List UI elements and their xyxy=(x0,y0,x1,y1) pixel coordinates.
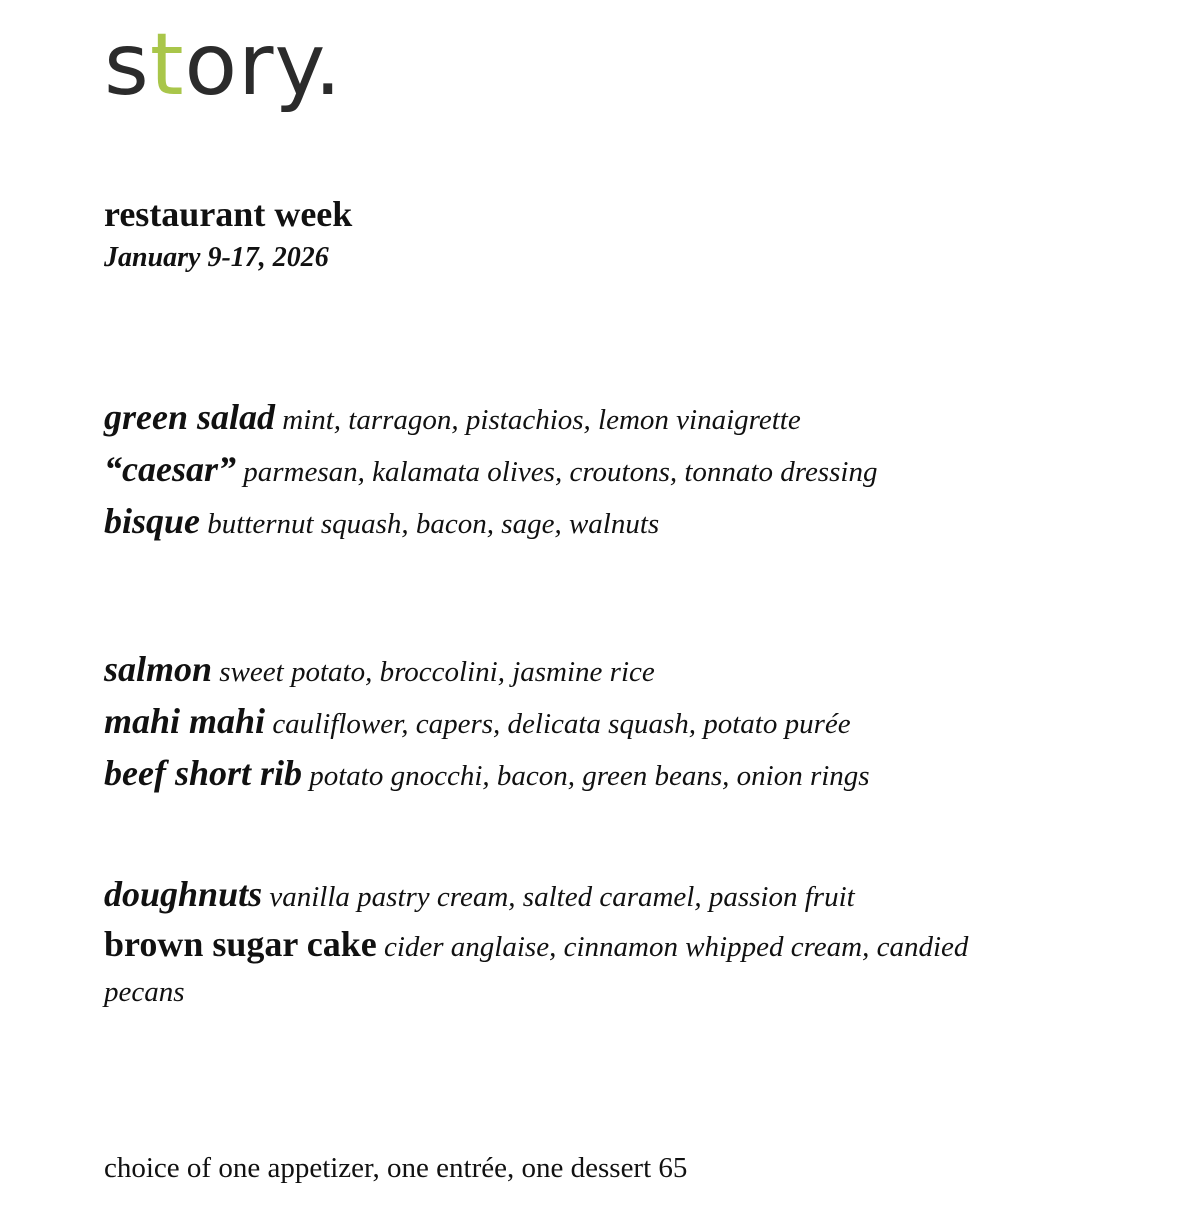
dish-name: bisque xyxy=(104,501,201,541)
menu-item xyxy=(104,645,1054,697)
entrees-section xyxy=(104,645,1054,801)
menu-item xyxy=(104,393,1054,445)
story-logo xyxy=(104,15,343,115)
dish-description: vanilla pastry cream, salted caramel, passion fruit xyxy=(269,881,855,913)
dish-description: butternut squash, bacon, sage, walnuts xyxy=(207,508,660,540)
dish-description: parmesan, kalamata olives, croutons, tonnato dressing xyxy=(243,456,878,488)
menu-item xyxy=(104,749,1054,801)
dish-name: brown sugar cake xyxy=(104,924,377,964)
menu-header xyxy=(104,194,352,275)
menu-item xyxy=(104,445,1054,497)
appetizers-section xyxy=(104,393,1054,549)
desserts-section xyxy=(104,870,1054,1015)
dish-name: beef short rib xyxy=(104,753,302,793)
menu-title: restaurant week xyxy=(104,194,353,234)
dish-description: potato gnocchi, bacon, green beans, onion rings xyxy=(309,760,870,792)
logo-suffix: ory. xyxy=(184,15,343,115)
logo-prefix: s xyxy=(104,15,150,115)
menu-item xyxy=(104,870,1054,922)
dish-description: sweet potato, broccolini, jasmine rice xyxy=(219,656,655,688)
dish-name: salmon xyxy=(104,649,213,689)
dish-description: cider anglaise, cinnamon whipped cream, candied pecans xyxy=(104,931,969,1008)
dish-description: mint, tarragon, pistachios, lemon vinaigrette xyxy=(282,404,801,436)
logo-accent-letter: t xyxy=(149,15,185,115)
dish-name: doughnuts xyxy=(104,874,263,914)
menu-dates: January 9-17, 2026 xyxy=(104,242,329,273)
dish-name: “caesar” xyxy=(104,449,236,489)
menu-item xyxy=(104,922,1054,1015)
menu-item xyxy=(104,497,1054,549)
dish-name: mahi mahi xyxy=(104,701,266,741)
dish-name: green salad xyxy=(104,397,275,437)
price-note: choice of one appetizer, one entrée, one dessert 65 xyxy=(104,1152,688,1184)
menu-item xyxy=(104,697,1054,749)
dish-description: cauliflower, capers, delicata squash, potato purée xyxy=(272,708,851,740)
